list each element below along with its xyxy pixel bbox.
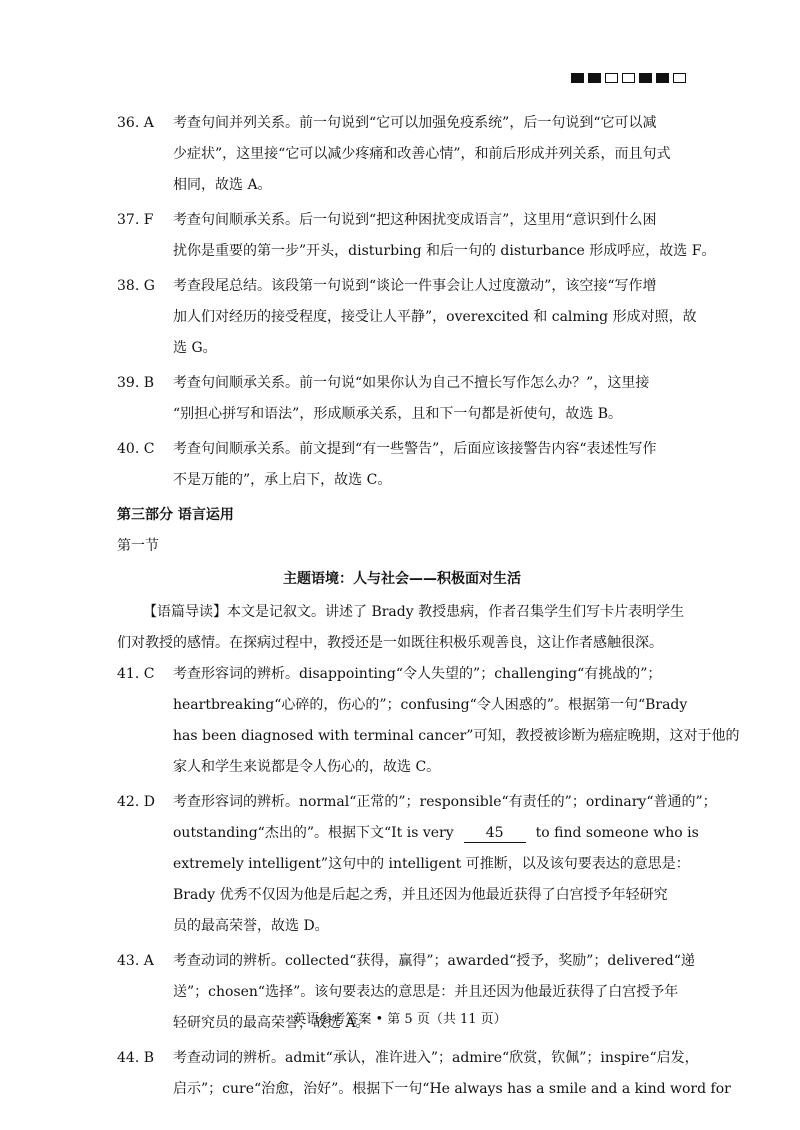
explanation-line: 考查形容词的辨析。normal“正常的”；responsible“有责任的”；ordinary“普通的”； <box>173 794 717 810</box>
page-marker-square <box>673 73 686 83</box>
answer-number: 42. D <box>117 794 155 810</box>
explanation-line: 员的最高荣誉，故选 D。 <box>173 918 329 934</box>
explanation-line: 相同，故选 A。 <box>173 177 272 193</box>
answer-number: 43. A <box>117 953 154 969</box>
explanation-line: 选 G。 <box>173 340 217 356</box>
explanation-line-with-blank <box>173 818 717 849</box>
explanation-line: extremely intelligent”这句中的 intelligent 可推断，以及该句要表达的意思是： <box>173 856 690 872</box>
answer-41 <box>117 659 740 783</box>
answer-content <box>117 108 740 1109</box>
page-marker-square <box>656 73 669 83</box>
blank-number: 45 <box>464 824 526 843</box>
explanation-line: Brady 优秀不仅因为他是后起之秀，并且还因为他最近获得了白宫授予年轻研究 <box>173 887 668 903</box>
explanation-line: “别担心拼写和语法”，形成顺承关系，且和下一句都是祈使句，故选 B。 <box>173 406 623 422</box>
answer-40 <box>117 434 687 496</box>
passage-intro <box>117 597 713 659</box>
page-marker-square <box>588 73 601 83</box>
explanation-line: 考查句间顺承关系。前一句说“如果你认为自己不擅长写作怎么办？”，这里接 <box>173 375 650 391</box>
answer-number: 40. C <box>117 441 155 457</box>
answer-number: 36. A <box>117 115 154 131</box>
page-marker-square <box>639 73 652 83</box>
answer-number: 41. C <box>117 666 155 682</box>
answer-44 <box>117 1043 731 1105</box>
explanation-line: 不是万能的”，承上启下，故选 C。 <box>173 472 392 488</box>
explanation-line: 扰你是重要的第一步”开头，disturbing 和后一句的 disturbance 形成呼应，故选 F。 <box>173 243 716 259</box>
explanation-fragment: to find someone who is <box>535 825 699 841</box>
answer-37 <box>117 205 716 267</box>
explanation-line: 考查动词的辨析。admit“承认，准许进入”；admire“欣赏，钦佩”；inspire“启发， <box>173 1050 699 1066</box>
theme-heading: 主题语境：人与社会——积极面对生活 <box>283 571 521 587</box>
answer-36 <box>117 108 687 201</box>
answer-38 <box>117 271 697 364</box>
intro-line: 们对教授的感情。在探病过程中，教授还是一如既往积极乐观善良，这让作者感触很深。 <box>117 635 663 651</box>
page-marker-square <box>622 73 635 83</box>
answer-number: 38. G <box>117 278 155 294</box>
explanation-line: 家人和学生来说都是令人伤心的，故选 C。 <box>173 759 441 775</box>
explanation-line: 考查动词的辨析。collected“获得，赢得”；awarded“授予，奖励”；delivered“递 <box>173 953 695 969</box>
explanation-line: 考查段尾总结。该段第一句说到“谈论一件事会让人过度激动”，该空接“写作增 <box>173 278 657 294</box>
page-marker-strip <box>571 73 686 83</box>
section-title: 第三部分 语言运用 <box>117 507 234 523</box>
answer-number: 39. B <box>117 375 155 391</box>
explanation-line: 考查形容词的辨析。disappointing“令人失望的”；challenging“有挑战的”； <box>173 666 662 682</box>
answer-number: 37. F <box>117 212 154 228</box>
explanation-line: 考查句间并列关系。前一句说到“它可以加强免疫系统”，后一句说到“它可以减 <box>173 115 657 131</box>
explanation-line: 考查句间顺承关系。前文提到“有一些警告”，后面应该接警告内容“表述性写作 <box>173 441 657 457</box>
explanation-line: heartbreaking“心碎的，伤心的”；confusing“令人困惑的”。根据第一句“Brady <box>173 697 688 713</box>
intro-line: 【语篇导读】本文是记叙文。讲述了 Brady 教授患病，作者召集学生们写卡片表明学生 <box>143 604 685 620</box>
answer-number: 44. B <box>117 1050 155 1066</box>
answer-42 <box>117 787 717 942</box>
explanation-line: 考查句间顺承关系。后一句说到“把这种困扰变成语言”，这里用“意识到什么困 <box>173 212 657 228</box>
explanation-line: 加人们对经历的接受程度，接受让人平静”，overexcited 和 calming 形成对照，故 <box>173 309 697 325</box>
answer-39 <box>117 368 687 430</box>
subsection-title: 第一节 <box>117 538 159 554</box>
explanation-line: 少症状”，这里接“它可以减少疼痛和改善心情”，和前后形成并列关系，而且句式 <box>173 146 671 162</box>
explanation-line: 轻研究员的最高荣誉，故选 A。 <box>173 1015 370 1031</box>
page-footer: 英语参考答案 • 第 5 页（共 11 页） <box>293 1012 507 1027</box>
explanation-fragment: outstanding“杰出的”。根据下文“It is very <box>173 825 454 841</box>
page-marker-square <box>605 73 618 83</box>
explanation-line: has been diagnosed with terminal cancer”可知，教授被诊断为癌症晚期，这对于他的 <box>173 728 740 744</box>
page-marker-square <box>571 73 584 83</box>
explanation-line: 启示”；cure“治愈，治好”。根据下一句“He always has a smile and a kind word for <box>173 1081 731 1097</box>
explanation-line: 送”；chosen“选择”。该句要表达的意思是：并且还因为他最近获得了白宫授予年 <box>173 984 679 1000</box>
